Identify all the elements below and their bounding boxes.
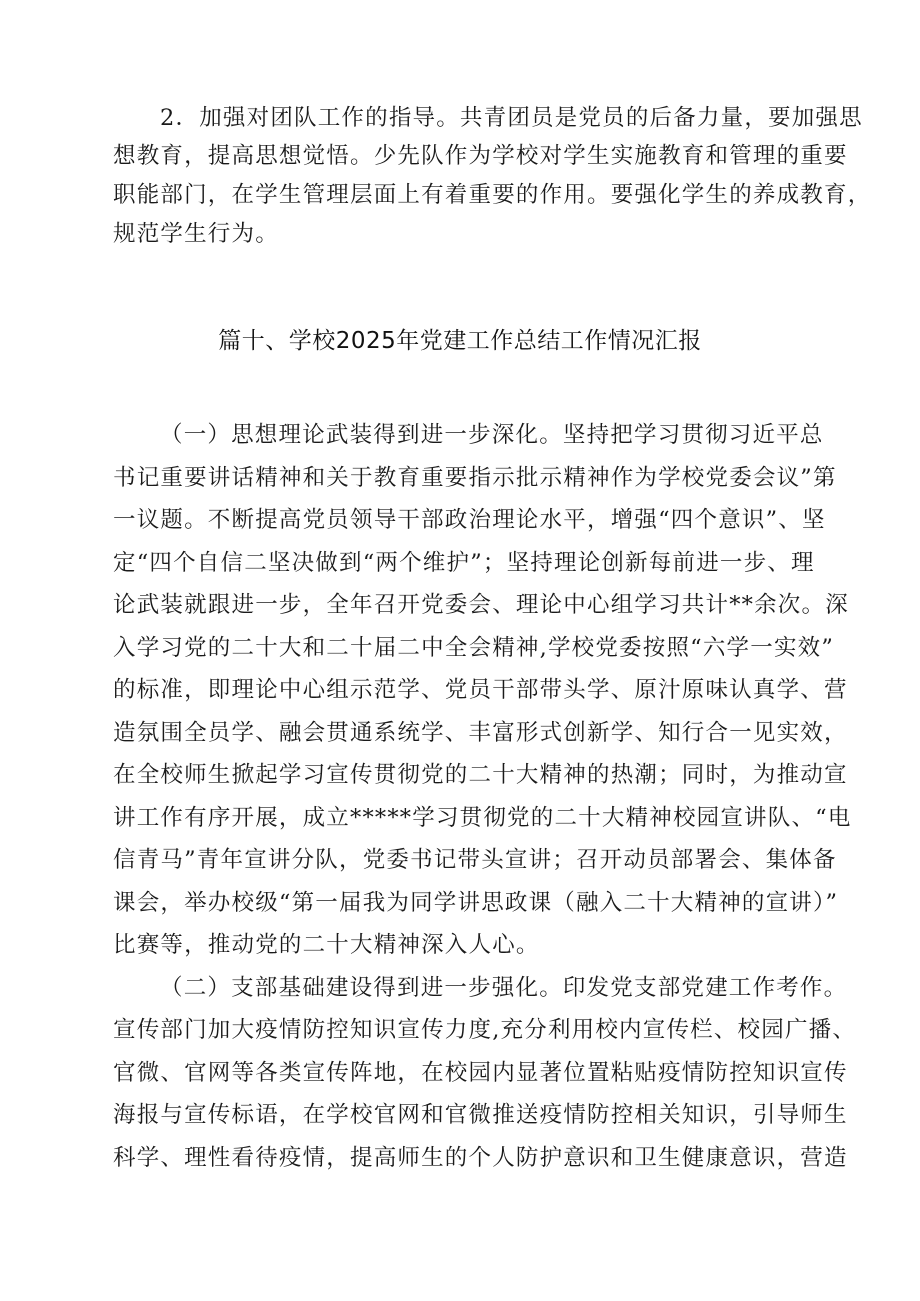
section-title: 篇十、学校2025年党建工作总结工作情况汇报 <box>218 328 702 354</box>
text-line: 课会，举办校级“第一届我为同学讲思政课（融入二十大精神的宣讲）” <box>113 890 839 916</box>
text-line: 一议题。不断提高党员领导干部政治理论水平，增强“四个意识”、坚 <box>113 507 826 533</box>
text-line: 造氛围全员学、融会贯通系统学、丰富形式创新学、知行合一见实效， <box>113 720 848 746</box>
text-line: 的标准，即理论中心组示范学、党员干部带头学、原汁原味认真学、营 <box>113 677 848 703</box>
text-line: 海报与宣传标语，在学校官网和官微推送疫情防控相关知识，引导师生 <box>113 1102 848 1128</box>
text-line: 入学习党的二十大和二十届二中全会精神,学校党委按照“六学一实效” <box>113 635 835 661</box>
text-line: 官微、官网等各类宣传阵地，在校园内显著位置粘贴疫情防控知识宣传 <box>113 1060 848 1086</box>
text-line: 信青马”青年宣讲分队，党委书记带头宣讲；召开动员部署会、集体备 <box>113 847 837 873</box>
text-line: 讲工作有序开展，成立*****学习贯彻党的二十大精神校园宣讲队、“电 <box>113 805 852 831</box>
text-line: 2．加强对团队工作的指导。共青团员是党员的后备力量，要加强思 <box>160 105 863 131</box>
text-line: 比赛等，推动党的二十大精神深入人心。 <box>113 932 540 958</box>
text-line: 定“四个自信二坚决做到“两个维护”；坚持理论创新每前进一步、理 <box>113 550 815 576</box>
text-line: 书记重要讲话精神和关于教育重要指示批示精神作为学校党委会议”第 <box>113 465 837 491</box>
text-line: 职能部门，在学生管理层面上有着重要的作用。要强化学生的养成教育， <box>113 182 872 208</box>
text-line: （二）支部基础建设得到进一步强化。印发党支部党建工作考作。 <box>160 975 848 1001</box>
text-line: （一）思想理论武装得到进一步深化。坚持把学习贯彻习近平总 <box>160 422 824 448</box>
text-line: 论武装就跟进一步，全年召开党委会、理论中心组学习共计**余次。深 <box>113 592 849 618</box>
text-line: 想教育，提高思想觉悟。少先队作为学校对学生实施教育和管理的重要 <box>113 143 848 169</box>
text-line: 在全校师生掀起学习宣传贯彻党的二十大精神的热潮；同时，为推动宣 <box>113 762 848 788</box>
text-line: 规范学生行为。 <box>113 221 279 247</box>
text-line: 宣传部门加大疫情防控知识宣传力度,充分利用校内宣传栏、校园广播、 <box>113 1017 857 1043</box>
text-line: 科学、理性看待疫情，提高师生的个人防护意识和卫生健康意识，营造 <box>113 1145 848 1171</box>
